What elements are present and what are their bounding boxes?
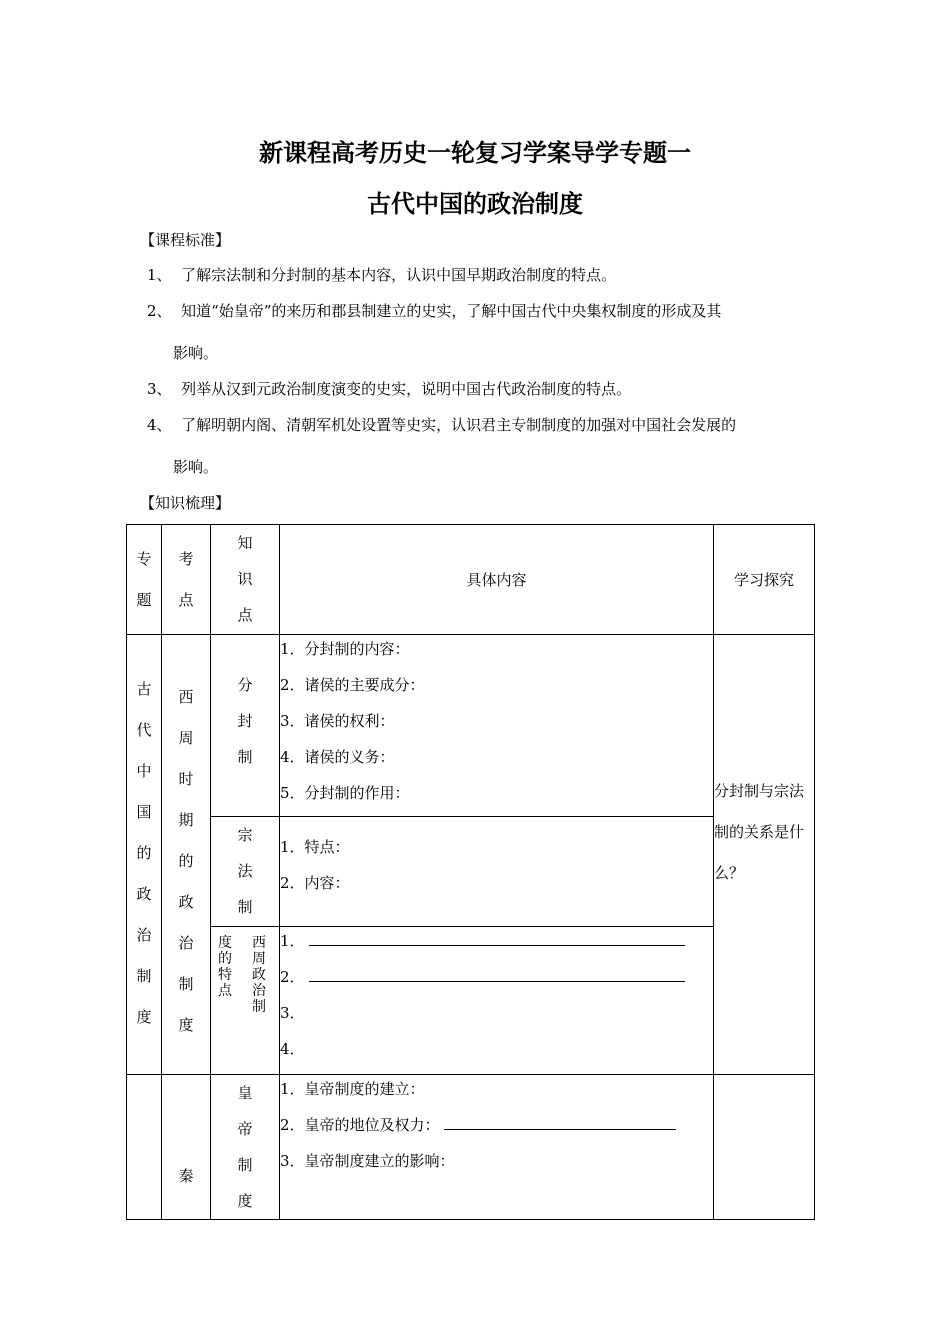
list-item: 5．分封制的作用： [280,784,410,802]
document-title: 新课程高考历史一轮复习学案导学专题一 [259,139,691,167]
list-item: 1．分封制的内容： [280,640,410,658]
features-content [280,927,714,1075]
kp-features-col1: 西 周 政 治 制 [252,935,266,1015]
topic-empty-cell [127,1075,162,1220]
kp-huangdi: 皇 帝 制 度 [211,1075,280,1220]
header-knowledge-point: 知 识 点 [211,525,280,635]
header-inquiry: 学习探究 [714,525,815,635]
exam-point-xizhou: 西 周 时 期 的 政 治 制 度 [162,635,211,1075]
standard-item: 3、 列举从汉到元政治制度演变的史实，说明中国古代政治制度的特点。 [147,380,632,398]
knowledge-table [126,524,815,1220]
section-heading-knowledge: 【知识梳理】 [140,494,231,512]
header-content: 具体内容 [280,525,714,635]
list-item: 2．内容： [280,874,350,892]
row-zongfa [127,817,815,927]
kp-features [211,927,280,1075]
header-topic: 专 题 [127,525,162,635]
standard-item-continued: 影响。 [173,458,219,476]
kp-features-col2: 度 的 特 点 [218,935,232,999]
standard-item: 4、 了解明朝内阁、清朝军机处设置等史实，认识君主专制制度的加强对中国社会发展的 [147,416,737,434]
inquiry-empty-cell [714,1075,815,1220]
zongfa-content [280,817,714,927]
exam-point-qin: 秦 [162,1075,211,1220]
kp-fenfeng: 分 封 制 [211,635,280,817]
list-item: 2． [280,963,713,999]
list-item: 3．诸侯的权利： [280,712,395,730]
inquiry-cell: 分封制与宗法制的关系是什么？ [714,635,815,1075]
fill-blank[interactable] [309,967,685,982]
list-item: 2．诸侯的主要成分： [280,676,425,694]
row-huangdi [127,1075,815,1220]
standard-item: 2、 知道“始皇帝”的来历和郡县制建立的史实，了解中国古代中央集权制度的形成及其 [147,302,722,320]
list-item: 1．特点： [280,838,350,856]
header-exam-point: 考 点 [162,525,211,635]
list-item: 3．皇帝制度建立的影响： [280,1152,455,1170]
kp-zongfa: 宗 法 制 [211,817,280,927]
fill-blank[interactable] [309,931,685,946]
list-item: 2．皇帝的地位及权力： [280,1111,713,1147]
fenfeng-content [280,635,714,817]
table-header-row [127,525,815,635]
row-fenfeng [127,635,815,817]
list-item: 3． [280,1004,305,1022]
list-item: 4． [280,1040,305,1058]
list-item: 4．诸侯的义务： [280,748,395,766]
row-features [127,927,815,1075]
standard-item-continued: 影响。 [173,344,219,362]
topic-name-cell: 古 代 中 国 的 政 治 制 度 [127,635,162,1075]
huangdi-content [280,1075,714,1220]
list-item: 1． [280,927,713,963]
list-item: 1．皇帝制度的建立： [280,1080,425,1098]
document-subtitle: 古代中国的政治制度 [367,190,583,218]
fill-blank[interactable] [444,1115,676,1130]
section-heading-standards: 【课程标准】 [140,231,231,249]
standard-item: 1、 了解宗法制和分封制的基本内容，认识中国早期政治制度的特点。 [147,266,617,284]
